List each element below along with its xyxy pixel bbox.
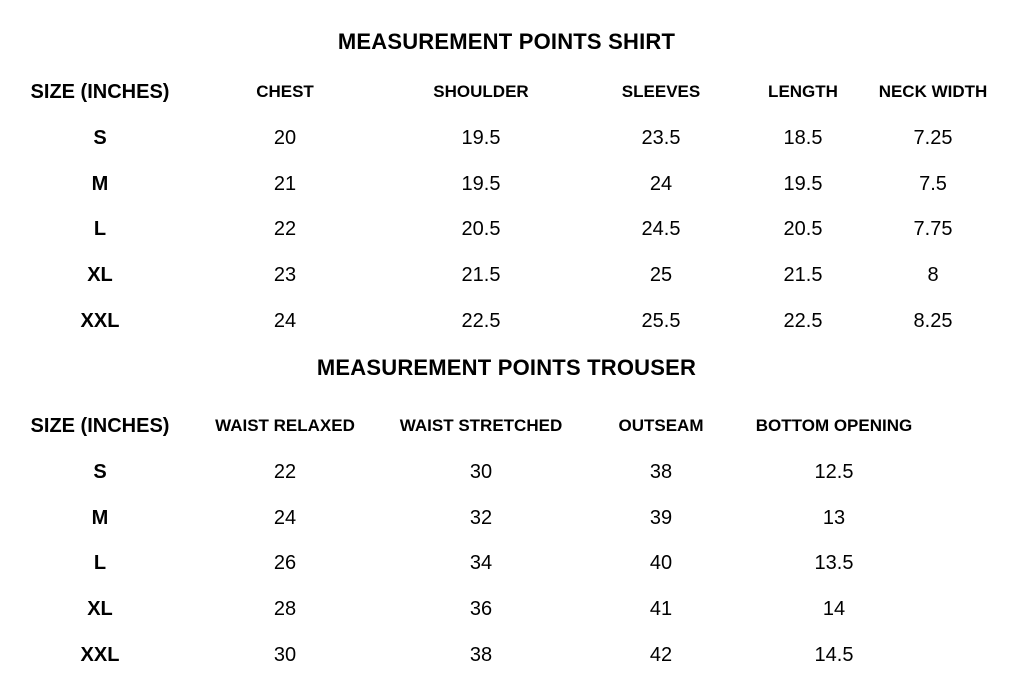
trouser-cell-r0-c1: 22 (273, 461, 297, 483)
shirt-cell-r1-c0: M (91, 173, 109, 195)
trouser-cell-r2-c2: 34 (469, 552, 493, 574)
shirt-cell-r3-c0: XL (87, 264, 113, 286)
shirt-cell-r0-c2: 19.5 (461, 127, 501, 149)
trouser-chart-title: MEASUREMENT POINTS TROUSER (316, 355, 697, 380)
trouser-cell-r0-c0: S (93, 461, 107, 483)
trouser-header-col-1: WAIST RELAXED (215, 416, 355, 435)
shirt-cell-r0-c1: 20 (273, 127, 297, 149)
shirt-cell-r3-c5: 8 (927, 264, 939, 286)
shirt-cell-r2-c3: 24.5 (641, 218, 681, 240)
trouser-cell-r2-c1: 26 (273, 552, 297, 574)
trouser-cell-r3-c3: 41 (649, 598, 673, 620)
trouser-cell-r4-c3: 42 (649, 644, 673, 666)
trouser-cell-r2-c4: 13.5 (814, 552, 854, 574)
shirt-cell-r3-c3: 25 (649, 264, 673, 286)
shirt-cell-r3-c1: 23 (273, 264, 297, 286)
shirt-cell-r2-c4: 20.5 (783, 218, 823, 240)
shirt-cell-r1-c3: 24 (649, 173, 673, 195)
shirt-cell-r2-c1: 22 (273, 218, 297, 240)
shirt-header-col-4: LENGTH (768, 82, 838, 101)
shirt-header-col-2: SHOULDER (433, 82, 529, 101)
trouser-cell-r4-c0: XXL (80, 644, 120, 666)
shirt-cell-r0-c0: S (93, 127, 107, 149)
trouser-cell-r3-c4: 14 (822, 598, 846, 620)
shirt-cell-r4-c4: 22.5 (783, 310, 823, 332)
shirt-cell-r4-c5: 8.25 (913, 310, 953, 332)
shirt-cell-r2-c0: L (93, 218, 107, 240)
trouser-cell-r1-c3: 39 (649, 507, 673, 529)
trouser-cell-r4-c4: 14.5 (814, 644, 854, 666)
trouser-cell-r0-c4: 12.5 (814, 461, 854, 483)
shirt-cell-r4-c0: XXL (80, 310, 120, 332)
shirt-header-col-5: NECK WIDTH (878, 82, 988, 101)
trouser-cell-r0-c3: 38 (649, 461, 673, 483)
trouser-header-size: SIZE (INCHES) (30, 415, 170, 437)
trouser-cell-r0-c2: 30 (469, 461, 493, 483)
shirt-cell-r4-c2: 22.5 (461, 310, 501, 332)
trouser-cell-r1-c4: 13 (822, 507, 846, 529)
shirt-cell-r1-c4: 19.5 (783, 173, 823, 195)
shirt-cell-r2-c2: 20.5 (461, 218, 501, 240)
shirt-cell-r3-c4: 21.5 (783, 264, 823, 286)
shirt-cell-r4-c3: 25.5 (641, 310, 681, 332)
shirt-cell-r0-c3: 23.5 (641, 127, 681, 149)
shirt-cell-r0-c4: 18.5 (783, 127, 823, 149)
trouser-cell-r1-c1: 24 (273, 507, 297, 529)
shirt-header-col-3: SLEEVES (621, 82, 701, 101)
trouser-cell-r3-c1: 28 (273, 598, 297, 620)
trouser-header-col-2: WAIST STRETCHED (399, 416, 563, 435)
shirt-cell-r3-c2: 21.5 (461, 264, 501, 286)
trouser-cell-r1-c0: M (91, 507, 109, 529)
shirt-cell-r1-c5: 7.5 (919, 173, 947, 195)
shirt-chart-title: MEASUREMENT POINTS SHIRT (337, 29, 676, 54)
trouser-cell-r2-c3: 40 (649, 552, 673, 574)
trouser-cell-r4-c2: 38 (469, 644, 493, 666)
shirt-header-col-1: CHEST (256, 82, 314, 101)
trouser-header-col-4: BOTTOM OPENING (755, 416, 913, 435)
shirt-cell-r4-c1: 24 (273, 310, 297, 332)
trouser-cell-r3-c0: XL (87, 598, 113, 620)
shirt-cell-r1-c2: 19.5 (461, 173, 501, 195)
shirt-cell-r1-c1: 21 (273, 173, 297, 195)
shirt-cell-r2-c5: 7.75 (913, 218, 953, 240)
shirt-header-size: SIZE (INCHES) (30, 81, 170, 103)
trouser-cell-r1-c2: 32 (469, 507, 493, 529)
trouser-header-col-3: OUTSEAM (618, 416, 704, 435)
trouser-cell-r3-c2: 36 (469, 598, 493, 620)
trouser-cell-r4-c1: 30 (273, 644, 297, 666)
trouser-cell-r2-c0: L (93, 552, 107, 574)
shirt-cell-r0-c5: 7.25 (913, 127, 953, 149)
